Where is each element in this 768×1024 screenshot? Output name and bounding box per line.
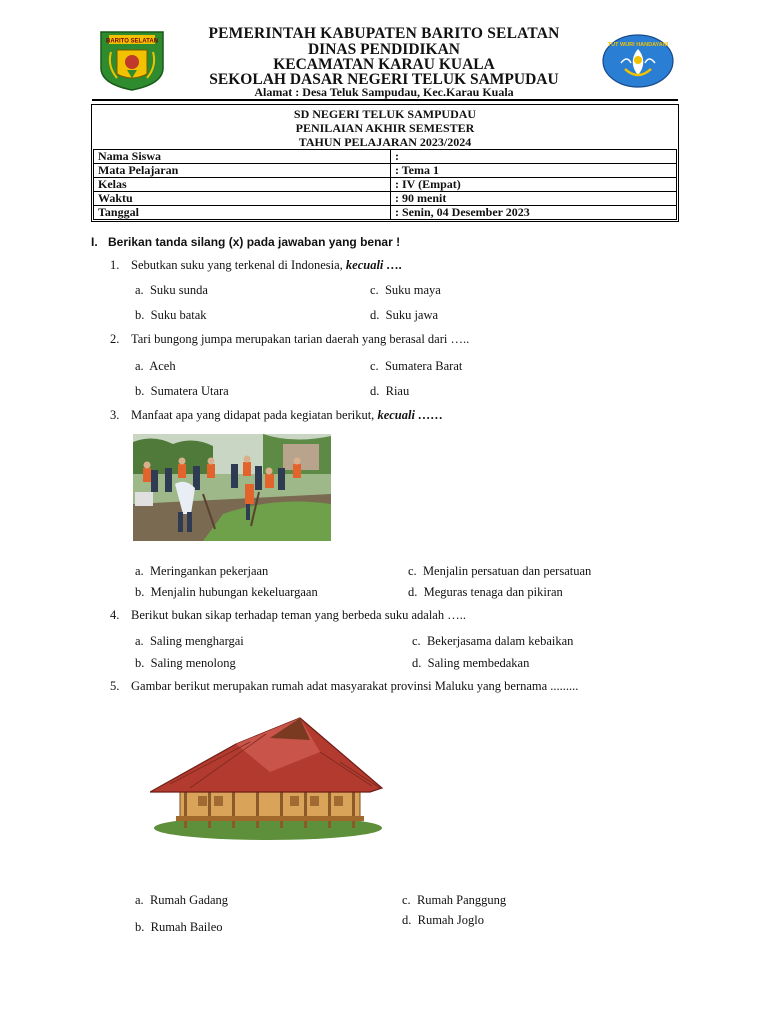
question-text-main: Sebutkan suku yang terkenal di Indonesia, bbox=[131, 258, 343, 272]
option-d[interactable]: d. Saling membedakan bbox=[412, 656, 530, 670]
option-text: Meguras tenaga dan pikiran bbox=[423, 585, 563, 599]
option-text: Sumatera Utara bbox=[150, 384, 229, 398]
option-text: Aceh bbox=[149, 359, 176, 373]
gotong-royong-photo bbox=[133, 434, 331, 541]
header-district: KECAMATAN KARAU KUALA bbox=[273, 56, 495, 73]
question-number: 3. bbox=[110, 408, 120, 422]
question-text: Berikut bukan sikap terhadap teman yang berbeda suku adalah ….. bbox=[131, 608, 466, 622]
option-text: Meringankan pekerjaan bbox=[149, 564, 269, 578]
option-b[interactable]: b. Sumatera Utara bbox=[135, 384, 229, 398]
box-title-school: SD NEGERI TELUK SAMPUDAU bbox=[293, 107, 477, 121]
info-value: : IV (Empat) bbox=[391, 178, 677, 192]
section-number: I. bbox=[91, 235, 98, 249]
question-number: 2. bbox=[110, 332, 120, 346]
option-b[interactable]: b. Suku batak bbox=[135, 308, 207, 322]
option-text: Suku jawa bbox=[385, 308, 439, 322]
header-government: PEMERINTAH KABUPATEN BARITO SELATAN bbox=[208, 25, 560, 42]
option-text: Bekerjasama dalam kebaikan bbox=[426, 634, 574, 648]
option-text: Suku sunda bbox=[149, 283, 208, 297]
header-department: DINAS PENDIDIKAN bbox=[307, 41, 460, 58]
info-label: Kelas bbox=[94, 178, 391, 192]
option-text: Sumatera Barat bbox=[384, 359, 463, 373]
option-a[interactable]: a. Suku sunda bbox=[135, 283, 208, 297]
question-emphasis: kecuali bbox=[345, 258, 384, 272]
option-c[interactable]: c. Rumah Panggung bbox=[402, 893, 507, 907]
question-number: 4. bbox=[110, 608, 120, 622]
option-text: Saling menghargai bbox=[149, 634, 244, 648]
info-label: Nama Siswa bbox=[94, 150, 391, 164]
table-row bbox=[94, 178, 677, 192]
box-title-exam: PENILAIAN AKHIR SEMESTER bbox=[295, 121, 475, 135]
option-text: Suku batak bbox=[150, 308, 207, 322]
option-text: Rumah Panggung bbox=[416, 893, 507, 907]
table-row bbox=[94, 164, 677, 178]
option-d[interactable]: d. Riau bbox=[370, 384, 410, 398]
box-title-year: TAHUN PELAJARAN 2023/2024 bbox=[298, 135, 472, 149]
question-text bbox=[131, 408, 443, 423]
option-text: Riau bbox=[385, 384, 410, 398]
option-text: Rumah Baileo bbox=[150, 920, 223, 934]
question-text: Gambar berikut merupakan rumah adat masyarakat provinsi Maluku yang bernama ......... bbox=[131, 679, 579, 693]
option-a[interactable]: a. Aceh bbox=[135, 359, 176, 373]
info-label: Mata Pelajaran bbox=[94, 164, 391, 178]
header-address: Alamat : Desa Teluk Sampudau, Kec.Karau Kuala bbox=[254, 85, 514, 99]
question-number: 5. bbox=[110, 679, 120, 693]
option-c[interactable]: c. Suku maya bbox=[370, 283, 441, 297]
option-d[interactable]: d. Meguras tenaga dan pikiran bbox=[408, 585, 563, 599]
svg-text:BARITO SELATAN: BARITO SELATAN bbox=[106, 38, 158, 45]
info-label: Waktu bbox=[94, 192, 391, 206]
option-text: Saling membedakan bbox=[427, 656, 530, 670]
info-label: Tanggal bbox=[94, 206, 391, 220]
option-b[interactable]: b. Saling menolong bbox=[135, 656, 236, 670]
question-tail: …. bbox=[383, 258, 403, 272]
question-emphasis: kecuali bbox=[377, 408, 415, 422]
info-value: : 90 menit bbox=[391, 192, 677, 206]
header-school: SEKOLAH DASAR NEGERI TELUK SAMPUDAU bbox=[209, 71, 559, 88]
table-row bbox=[94, 150, 677, 164]
header-divider bbox=[92, 99, 678, 101]
option-c[interactable]: c. Menjalin persatuan dan persatuan bbox=[408, 564, 592, 578]
section-instruction: Berikan tanda silang (x) pada jawaban yang benar ! bbox=[108, 235, 401, 249]
option-c[interactable]: c. Bekerjasama dalam kebaikan bbox=[412, 634, 574, 648]
option-text: Rumah Joglo bbox=[417, 913, 484, 927]
option-d[interactable]: d. Suku jawa bbox=[370, 308, 439, 322]
option-c[interactable]: c. Sumatera Barat bbox=[370, 359, 463, 373]
table-row bbox=[94, 192, 677, 206]
option-a[interactable]: a. Saling menghargai bbox=[135, 634, 244, 648]
svg-text:TUT WURI HANDAYANI: TUT WURI HANDAYANI bbox=[607, 42, 669, 48]
traditional-house-illustration bbox=[150, 712, 386, 846]
option-b[interactable]: b. Rumah Baileo bbox=[135, 920, 223, 934]
question-tail: …… bbox=[414, 408, 444, 422]
question-text: Tari bungong jumpa merupakan tarian daerah yang berasal dari ….. bbox=[131, 332, 470, 346]
option-text: Menjalin persatuan dan persatuan bbox=[422, 564, 592, 578]
info-value: : Senin, 04 Desember 2023 bbox=[391, 206, 677, 220]
info-value: : bbox=[391, 150, 677, 164]
option-b[interactable]: b. Menjalin hubungan kekeluargaan bbox=[135, 585, 318, 599]
option-text: Suku maya bbox=[384, 283, 441, 297]
exam-info-box bbox=[91, 104, 679, 222]
question-text bbox=[131, 258, 402, 273]
info-value: : Tema 1 bbox=[391, 164, 677, 178]
question-number: 1. bbox=[110, 258, 120, 272]
option-a[interactable]: a. Meringankan pekerjaan bbox=[135, 564, 269, 578]
table-row bbox=[94, 206, 677, 220]
option-text: Menjalin hubungan kekeluargaan bbox=[150, 585, 318, 599]
student-info-table bbox=[93, 149, 677, 220]
question-text-main: Manfaat apa yang didapat pada kegiatan berikut, bbox=[131, 408, 375, 422]
option-d[interactable]: d. Rumah Joglo bbox=[402, 913, 484, 927]
option-text: Saling menolong bbox=[150, 656, 236, 670]
option-text: Rumah Gadang bbox=[149, 893, 229, 907]
option-a[interactable]: a. Rumah Gadang bbox=[135, 893, 229, 907]
